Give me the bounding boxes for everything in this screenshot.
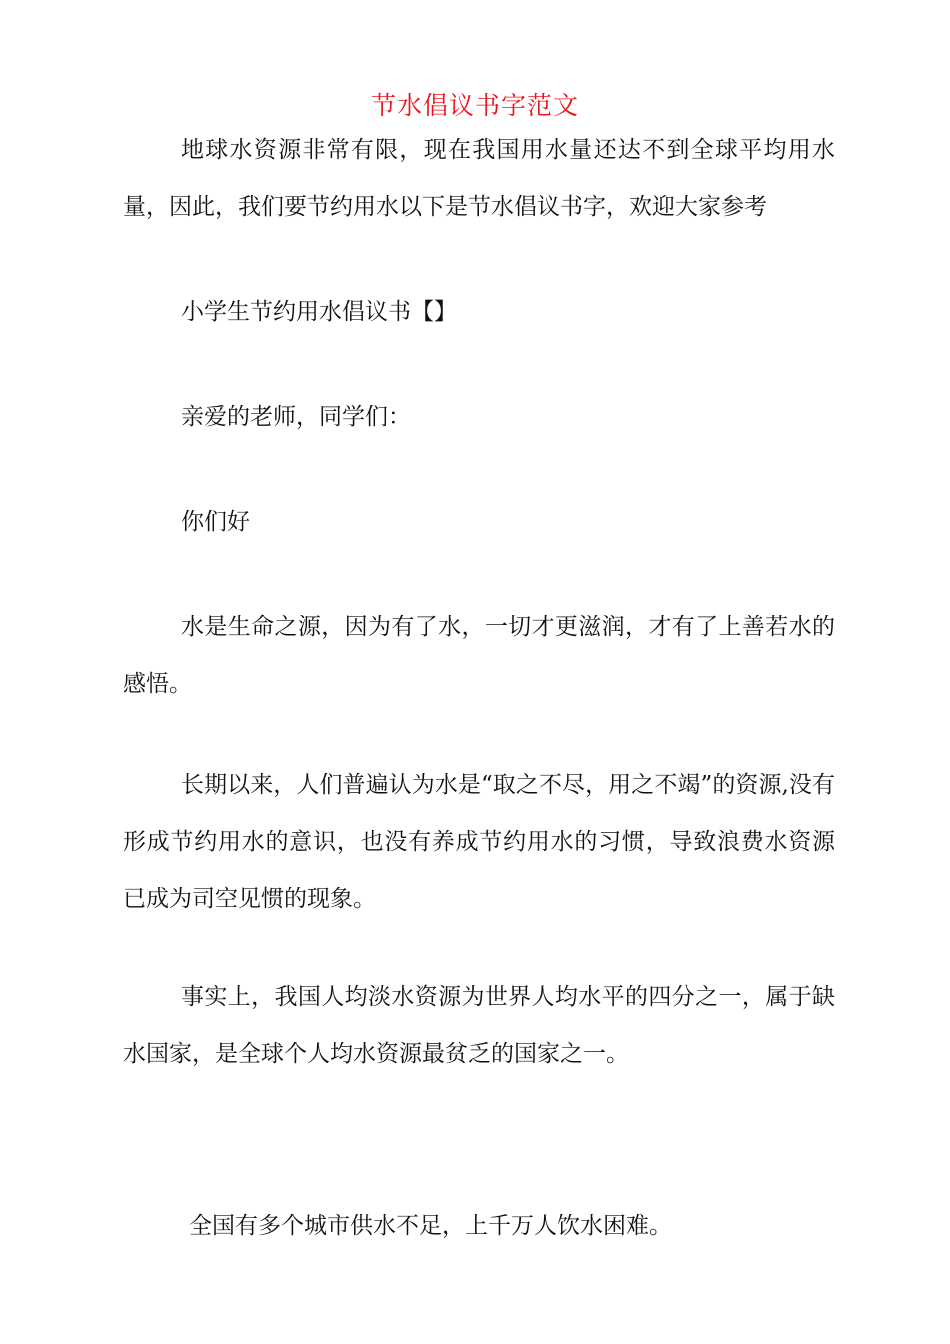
intro-paragraph: 地球水资源非常有限，现在我国用水量还达不到全球平均用水量，因此，我们要节约用水以下是节水倡议书字，欢迎大家参考 — [123, 137, 835, 220]
salutation: 亲爱的老师，同学们： — [181, 404, 411, 430]
greeting: 你们好 — [181, 509, 250, 535]
letter-heading: 小学生节约用水倡议书【】 — [181, 299, 457, 325]
body-paragraph: 水是生命之源，因为有了水，一切才更滋润，才有了上善若水的感悟。 — [123, 614, 835, 697]
body-paragraph: 事实上，我国人均淡水资源为世界人均水平的四分之一，属于缺水国家，是全球个人均水资源最贫乏的国家之一。 — [123, 984, 835, 1067]
body-paragraph: 全国有多个城市供水不足，上千万人饮水困难。 — [189, 1213, 672, 1239]
document-title: 节水倡议书字范文 — [370, 91, 579, 120]
body-paragraph: 长期以来，人们普遍认为水是“取之不尽，用之不竭”的资源,没有形成节约用水的意识，也没有养成节约用水的习惯，导致浪费水资源已成为司空见惯的现象。 — [123, 772, 835, 912]
